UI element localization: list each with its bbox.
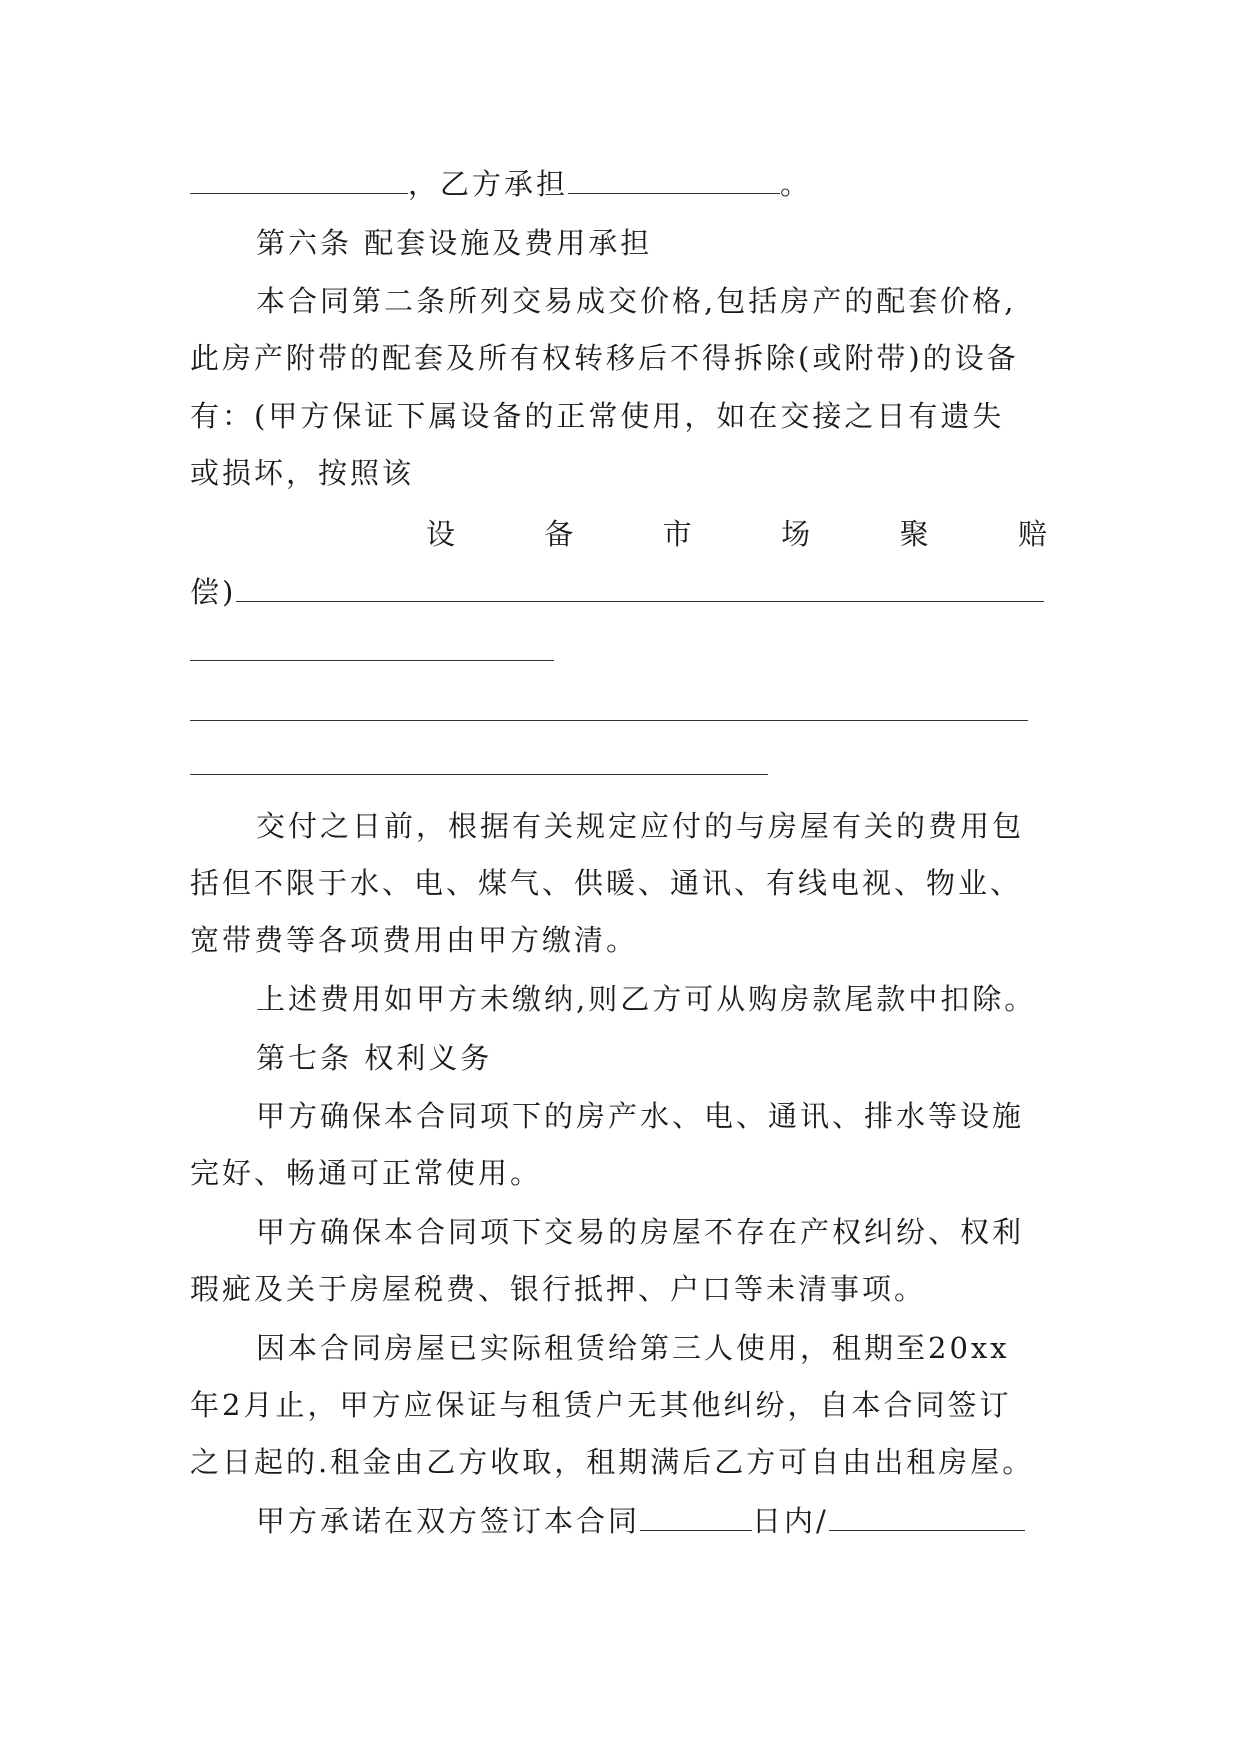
blank-rule-3 <box>190 720 1028 721</box>
cost-split-end: 。 <box>780 167 813 201</box>
article-7-title: 第七条 权利义务 <box>256 1041 493 1075</box>
article-6-para-line-2: 此房产附带的配套及所有权转移后不得拆除(或附带)的设备 <box>190 341 1019 375</box>
blank-field-party-a <box>190 171 408 194</box>
fees-para-line-1: 交付之日前，根据有关规定应付的与房屋有关的费用包 <box>256 809 1025 843</box>
cost-split-line <box>190 166 1050 202</box>
fees-para-line-3: 宽带费等各项费用由甲方缴清。 <box>190 923 639 957</box>
blank-field-equipment-1 <box>236 579 1044 602</box>
article-7-para-1-line-1: 甲方确保本合同项下的房产水、电、通讯、排水等设施 <box>256 1099 1025 1133</box>
article-6-para-line-3: 有：(甲方保证下属设备的正常使用，如在交接之日有遗失 <box>190 399 1005 433</box>
blank-field-days <box>640 1508 752 1531</box>
spread-text-line <box>426 516 1050 552</box>
compensation-line <box>190 574 1050 610</box>
cost-split-separator: ，乙方承担 <box>408 167 569 201</box>
article-6-para-line-4: 或损坏，按照该 <box>190 456 415 490</box>
blank-rule-2 <box>190 660 554 661</box>
spread-char: 备 <box>544 517 577 551</box>
fees-deduction-line: 上述费用如甲方未缴纳,则乙方可从购房款尾款中扣除。 <box>256 982 1037 1016</box>
promise-text-a: 甲方承诺在双方签订本合同 <box>256 1504 641 1538</box>
blank-field-date <box>829 1508 1025 1531</box>
article-6-para-line-1: 本合同第二条所列交易成交价格,包括房产的配套价格, <box>256 284 1017 318</box>
fees-para-line-2: 括但不限于水、电、煤气、供暖、通讯、有线电视、物业、 <box>190 866 1023 900</box>
spread-char: 聚 <box>899 517 932 551</box>
promise-text-b: 日内/ <box>752 1504 829 1538</box>
article-7-para-2-line-2: 瑕疵及关于房屋税费、银行抵押、户口等未清事项。 <box>190 1272 927 1306</box>
article-7-para-3-line-1: 因本合同房屋已实际租赁给第三人使用，租期至20xx <box>256 1331 1010 1365</box>
article-7-para-3-line-2: 年2月止，甲方应保证与租赁户无其他纠纷，自本合同签订 <box>190 1388 1012 1422</box>
spread-char: 场 <box>781 517 814 551</box>
blank-rule-4 <box>190 774 768 775</box>
article-7-para-4-line-1 <box>256 1503 1050 1539</box>
spread-char: 市 <box>662 517 695 551</box>
article-7-para-2-line-1: 甲方确保本合同项下交易的房屋不存在产权纠纷、权利 <box>256 1215 1025 1249</box>
spread-char: 赔 <box>1017 517 1050 551</box>
blank-field-party-b <box>568 171 780 194</box>
spread-char: 设 <box>426 517 459 551</box>
article-7-para-1-line-2: 完好、畅通可正常使用。 <box>190 1156 543 1190</box>
article-6-title: 第六条 配套设施及费用承担 <box>256 226 653 260</box>
compensation-prefix: 偿) <box>190 575 237 609</box>
article-7-para-3-line-3: 之日起的.租金由乙方收取，租期满后乙方可自由出租房屋。 <box>190 1445 1035 1479</box>
